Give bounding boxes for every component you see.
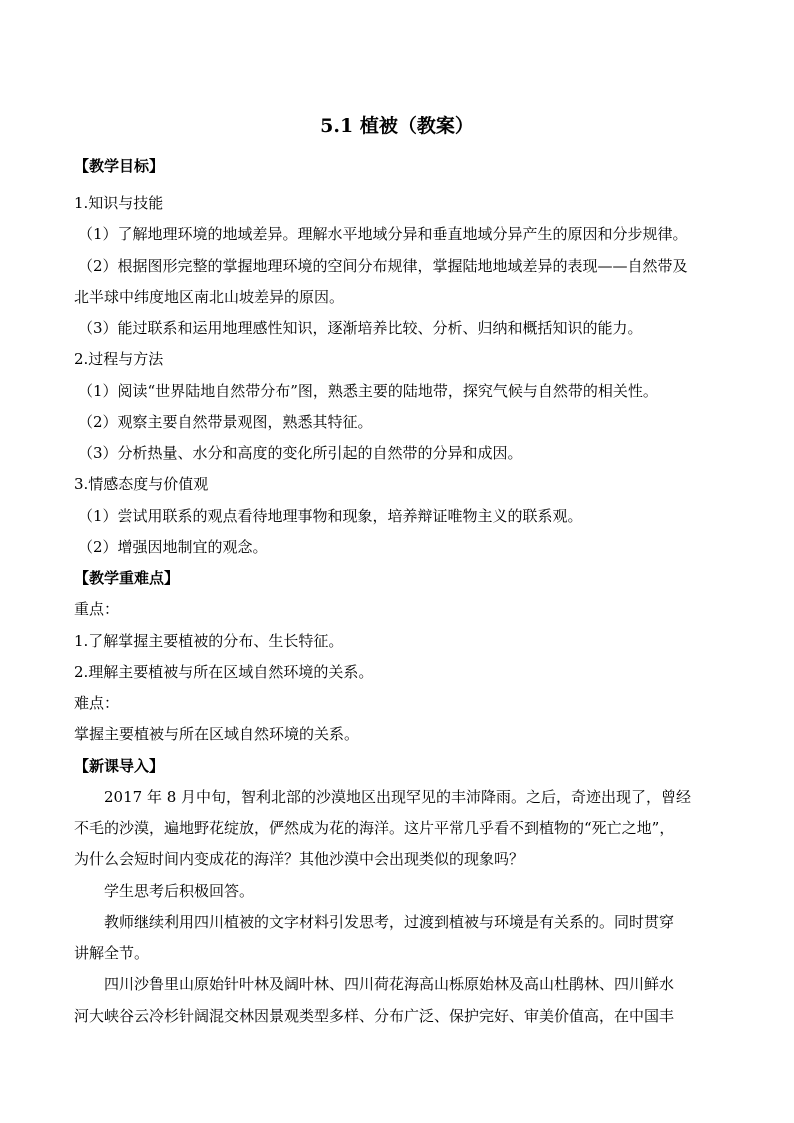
subsection-label-attitude: 3.情感态度与价值观 [74, 475, 209, 493]
section-heading-key-points: 【教学重难点】 [74, 569, 180, 587]
section-heading-intro: 【新课导入】 [74, 757, 165, 775]
knowledge-item-2-cont: 北半球中纬度地区南北山坡差异的原因。 [74, 288, 345, 306]
intro-p4-line-2: 河大峡谷云冷杉针阔混交林因景观类型多样、分布广泛、保护完好、审美价值高，在中国丰 [74, 1007, 675, 1025]
knowledge-item-3: （3）能过联系和运用地理感性知识，逐渐培养比较、分析、归纳和概括知识的能力。 [78, 319, 643, 337]
intro-p1-line-3: 为什么会短时间内变成花的海洋？其他沙漠中会出现类似的现象吗？ [74, 850, 525, 868]
attitude-item-1: （1）尝试用联系的观点看待地理事物和现象，培养辩证唯物主义的联系观。 [78, 507, 583, 525]
section-heading-goals: 【教学目标】 [74, 157, 165, 175]
intro-p3-line-1: 教师继续利用四川植被的文字材料引发思考，过渡到植被与环境是有关系的。同时贯穿 [104, 913, 675, 931]
process-item-2: （2）观察主要自然带景观图，熟悉其特征。 [78, 413, 373, 431]
process-item-3: （3）分析热量、水分和高度的变化所引起的自然带的分异和成因。 [78, 444, 523, 462]
intro-p1-line-2: 不毛的沙漠，遍地野花绽放，俨然成为花的海洋。这片平常几乎看不到植物的“死亡之地”， [74, 819, 675, 837]
difficult-item-1: 掌握主要植被与所在区域自然环境的关系。 [74, 725, 360, 743]
difficult-label: 难点： [74, 694, 120, 712]
intro-p1-line-1: 2017 年 8 月中旬，智利北部的沙漠地区出现罕见的丰沛降雨。之后，奇迹出现了，曾经 [104, 788, 692, 806]
subsection-label-knowledge: 1.知识与技能 [74, 194, 164, 212]
attitude-item-2: （2）增强因地制宜的观念。 [78, 538, 268, 556]
key-label: 重点： [74, 600, 120, 618]
key-item-2: 2.理解主要植被与所在区域自然环境的关系。 [74, 663, 374, 681]
knowledge-item-1: （1）了解地理环境的地域差异。理解水平地域分异和垂直地域分异产生的原因和分步规律。 [78, 225, 688, 243]
key-item-1: 1.了解掌握主要植被的分布、生长特征。 [74, 632, 344, 650]
knowledge-item-2: （2）根据图形完整的掌握地理环境的空间分布规律，掌握陆地地域差异的表现——自然带及 [78, 257, 688, 275]
intro-p3-line-2: 讲解全节。 [74, 944, 150, 962]
document-title: 5.1 植被（教案） [320, 115, 474, 137]
intro-p4-line-1: 四川沙鲁里山原始针叶林及阔叶林、四川荷花海高山栎原始林及高山杜鹃林、四川鲜水 [104, 975, 675, 993]
process-item-1: （1）阅读“世界陆地自然带分布”图，熟悉主要的陆地带，探究气候与自然带的相关性。 [78, 382, 658, 400]
subsection-label-process: 2.过程与方法 [74, 350, 164, 368]
intro-p2-line-1: 学生思考后积极回答。 [104, 882, 255, 900]
